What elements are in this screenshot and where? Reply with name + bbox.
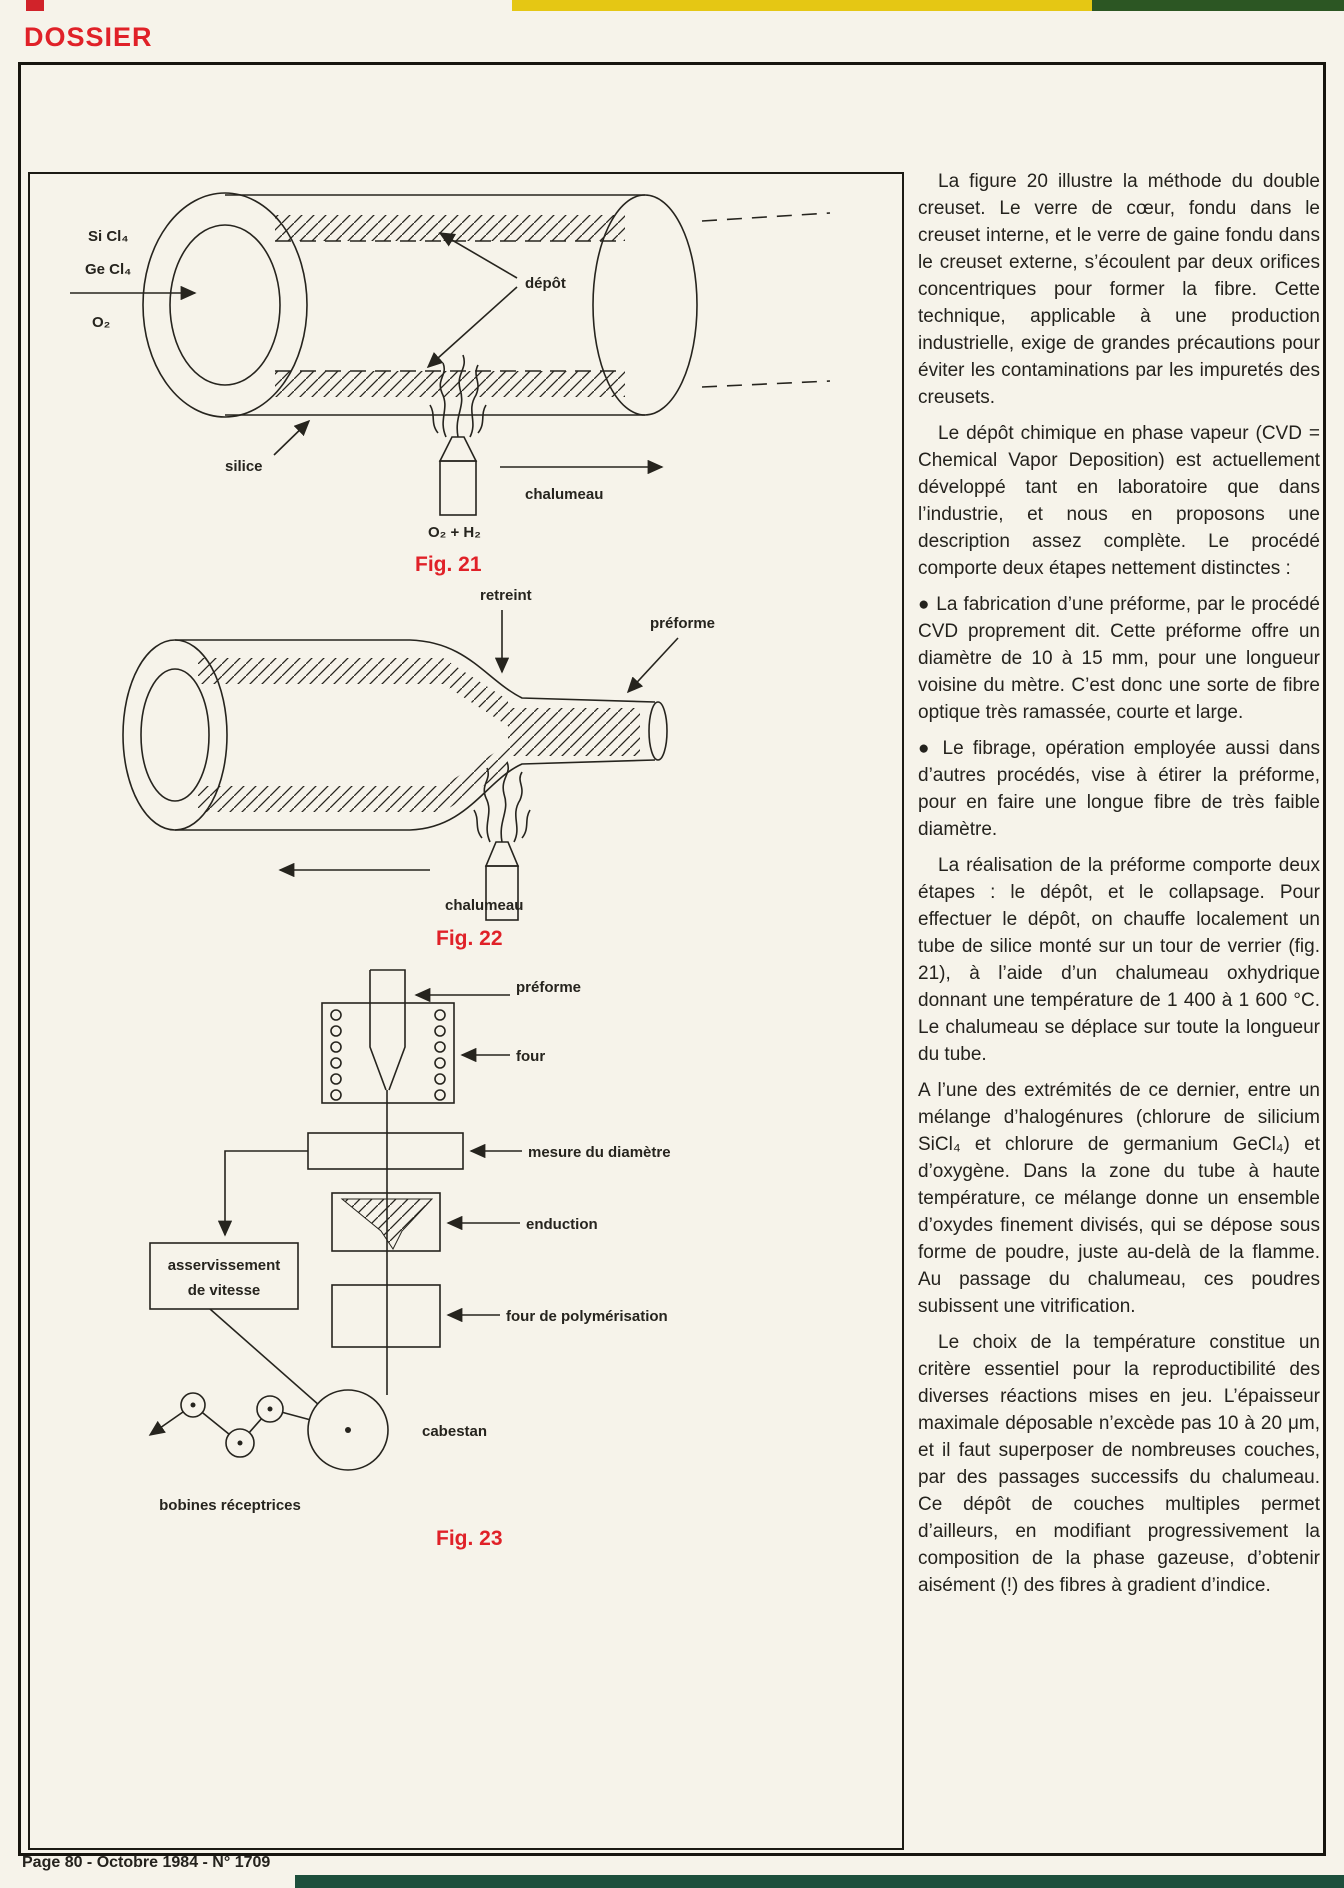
silice-arrow — [274, 421, 309, 455]
label-four-poly: four de polymérisation — [506, 1308, 668, 1325]
label-enduction: enduction — [526, 1216, 598, 1233]
label-silice: silice — [225, 458, 263, 475]
section-tag: DOSSIER — [24, 22, 153, 52]
depot-arrow-bottom — [428, 287, 517, 367]
fig22-diagram — [30, 580, 890, 960]
article-paragraph: ● Le fibrage, opération employée aussi dans d’autres procédés, vise à étirer la préforme, pour en faire une longue fibre de très faible diamètre. — [918, 738, 1320, 840]
fig22-caption: Fig. 22 — [436, 927, 503, 950]
label-gecl4: Ge Cl₄ — [85, 261, 132, 278]
fig23-diagram — [30, 965, 890, 1605]
article-paragraph: La figure 20 illustre la méthode du double creuset. Le verre de cœur, fondu dans le creuset interne, et le verre de gaine fondu dans le creuset externe, s’écoulent par deux orifices concentriques pour former la fibre. Cette technique, applicable à une production industrielle, exige de grandes précautions pour éviter les contaminations par les impuretés des creusets. — [918, 171, 1320, 408]
curing-oven — [332, 1285, 440, 1347]
label-bobines: bobines réceptrices — [159, 1497, 301, 1514]
preform-rod — [370, 970, 405, 1090]
label-o2h2: O₂ + H₂ — [428, 524, 481, 541]
top-color-bar — [0, 0, 1344, 11]
label-o2: O₂ — [92, 314, 111, 331]
diameter-gauge — [308, 1133, 463, 1169]
article-column — [918, 168, 1320, 1608]
bottom-color-bar — [0, 1875, 1344, 1888]
torch — [440, 437, 476, 515]
preform-deposit-hatch — [198, 658, 640, 812]
takeup-pulleys — [181, 1393, 283, 1457]
label-preforme: préforme — [516, 979, 582, 996]
deposit-layers — [275, 215, 625, 397]
article-paragraph: Le dépôt chimique en phase vapeur (CVD = Chemical Vapor Deposition) est actuellement développé tant en laboratoire que dans l’industrie, et nous en proposons une description assez complète. Le procédé comporte deux étapes nettement distinctes : — [918, 423, 1320, 579]
fig21-diagram — [30, 175, 890, 595]
label-chalumeau: chalumeau — [445, 897, 524, 914]
article-paragraph: Le choix de la température constitue un critère essentiel pour la reproductibilité des diverses réactions mises en jeu. L’épaisseur maximale déposable n’excède pas 10 à 20 μm, et il faut superposer de nombreuses couches, par des passages successifs du chalumeau. Ce dépôt de couches multiples permet d’ailleurs, en modifiant progressivement la composition de la phase gazeuse, d’obtenir aisément (!) des fibres à gradient d’indice. — [918, 1332, 1320, 1596]
fig21-caption: Fig. 21 — [415, 553, 482, 576]
label-asservissement-1: asservissement — [167, 1257, 281, 1274]
label-sicl4: Si Cl₄ — [88, 228, 129, 245]
label-chalumeau: chalumeau — [525, 486, 604, 503]
feedback-line — [225, 1151, 308, 1235]
label-cabestan: cabestan — [422, 1423, 488, 1440]
furnace — [322, 1003, 454, 1103]
label-depot: dépôt — [525, 275, 566, 292]
label-asservissement-2: de vitesse — [187, 1282, 261, 1299]
preforme-arrow — [628, 638, 678, 692]
capstan — [308, 1390, 388, 1470]
label-mesure: mesure du diamètre — [528, 1144, 671, 1161]
label-four: four — [516, 1048, 546, 1065]
page-footer: Page 80 - Octobre 1984 - N° 1709 — [22, 1854, 271, 1871]
coating-applicator — [332, 1193, 440, 1251]
article-paragraph: A l’une des extrémités de ce dernier, entre un mélange d’halogénures (chlorure de silicium SiCl₄ et chlorure de germanium GeCl₄) et d’oxygène. Dans la zone du tube à haute température, ce mélange donne un ensemble d’oxydes finement divisés, qui se dépose sous forme de poudre, juste au-delà de la flamme. Au passage du chalumeau, ces poudres subissent une vitrification. — [918, 1080, 1320, 1317]
article-paragraph: La réalisation de la préforme comporte deux étapes : le dépôt, et le collapsage. Pour effectuer le dépôt, on chauffe localement un tube de silice monté sur un tour de verrier (fig. 21), à l’aide d’un chalumeau oxhydrique donnant une température de 1 400 à 1 600 °C. Le chalumeau se déplace sur toute la longueur du tube. — [918, 855, 1320, 1065]
servo-box — [150, 1243, 298, 1309]
label-retreint: retreint — [480, 587, 532, 604]
fig23-caption: Fig. 23 — [436, 1527, 503, 1550]
article-paragraph: ● La fabrication d’une préforme, par le procédé CVD proprement dit. Cette préforme offre un diamètre de 10 à 15 mm, pour une longueur voisine du mètre. C’est donc une sorte de fibre optique très ramassée, courte et large. — [918, 594, 1320, 723]
label-preforme: préforme — [650, 615, 716, 632]
